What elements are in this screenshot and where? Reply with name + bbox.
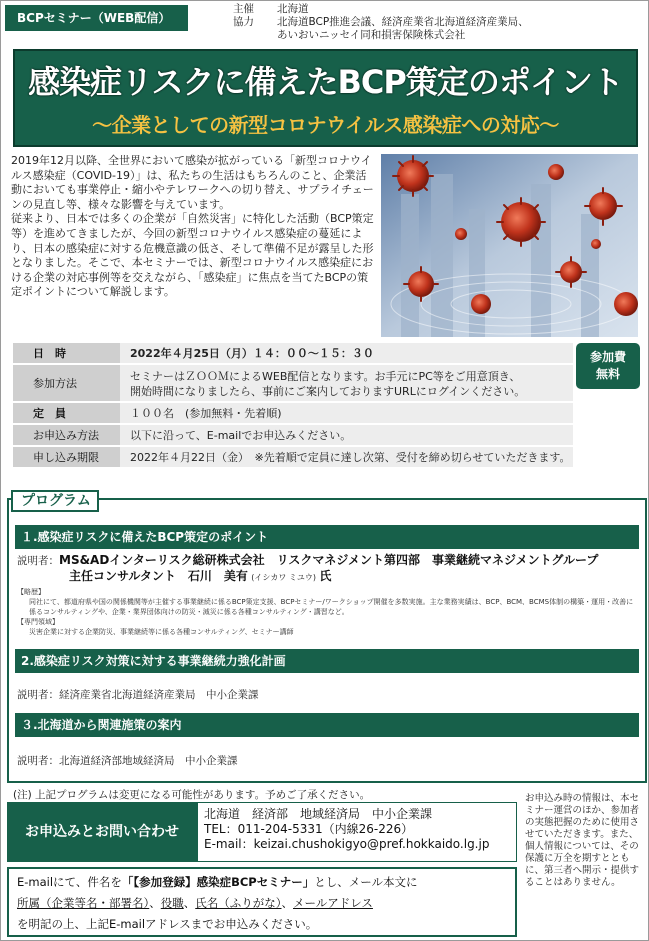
speaker-prefix: 説明者： [17, 555, 59, 567]
speaker-suffix: 氏 [319, 569, 332, 583]
info-row-datetime [13, 343, 573, 365]
info-label: 参加方法 [13, 365, 120, 403]
program-note: (注) 上記プログラムは変更になる可能性があります。予めご了承ください。 [13, 789, 371, 801]
profile-head-1: 【略歴】 [17, 588, 45, 596]
program-section-3-speaker: 説明者：北海道経済部地域経済局 中小企業課 [17, 755, 238, 767]
program-tab: プログラム [11, 490, 99, 512]
info-value: 2022年４月25日（月）１４：００～１５：３０ [120, 343, 573, 365]
contact-tel: TEL：011-204-5331（内線26-226） [204, 822, 414, 836]
contact-dept: 北海道 経済部 地域経済局 中小企業課 [204, 807, 433, 821]
organizer-block [233, 3, 643, 42]
title-banner [13, 49, 638, 147]
intro-paragraph-2: 従来より、日本では多くの企業が「自然災害」に特化した活動（BCP策定等）を進めてきましたが、今回の新型コロナウイルス感染症の蔓延により、日本の感染症に対する危機意識の低さ、そして準備不足が露呈した形となりました。そこで、本セミナーでは、新型コロナウイルス感染症における企業の対応事例等を交えながら、「感染症」に焦点を当てたBCPの策定ポイントについて解説します。 [11, 212, 374, 299]
speaker-kana: (イシカワ ミユウ) [251, 573, 317, 582]
profile-text-1: 同社にて、都道府県や国の関係機関等が主催する事業継続に係るBCP策定支援、BCPセミナー/ワークショップ開催を多数実施。主な業務実績は、BCP、BCM、BCMS体制の構築・運用・改善に係るコンサルティングや、企業・業界団体向けの防災・減災に係る各種コンサルティング・講習など。 [29, 598, 634, 616]
intro-text [11, 154, 377, 300]
contact-email[interactable]: E-mail：keizai.chushokigyo@pref.hokkaido.lg.jp [204, 837, 490, 851]
info-label: 申し込み期限 [13, 447, 120, 469]
profile-text-2: 災害企業に対する企業防災、事業継続等に係る各種コンサルティング、セミナー講師 [29, 628, 294, 636]
contact-label: お申込みとお問い合わせ [7, 802, 197, 862]
main-title: 感染症リスクに備えたBCP策定のポイント [28, 63, 623, 101]
free-badge [576, 343, 640, 389]
event-info-table [13, 343, 573, 469]
email-instructions: E-mailにて、件名を「【参加登録】感染症BCPセミナー」とし、メール本文に 所属（企業等名・部署名）、役職、氏名（ふりがな）、メールアドレス を明記の上、上記E-mailアドレスまでお申込みください。 [7, 867, 517, 937]
email-subject: 「【参加登録】感染症BCPセミナー」 [121, 875, 315, 889]
organizer-key: 主催 [233, 3, 254, 15]
program-section-1-heading: １.感染症リスクに備えたBCP策定のポイント [15, 525, 639, 549]
badge-line-1: 参加費 [589, 350, 626, 364]
email-line3: を明記の上、上記E-mailアドレスまでお申込みください。 [17, 917, 318, 931]
info-row-capacity [13, 403, 573, 425]
email-item-affiliation: 所属（企業等名・部署名） [17, 896, 150, 910]
info-label: 定 員 [13, 403, 120, 425]
speaker-org: MS&ADインターリスク総研株式会社 リスクマネジメント第四部 事業継続マネジメントグループ [59, 553, 599, 567]
intro-paragraph-1: 2019年12月以降、全世界において感染が拡がっている「新型コロナウイルス感染症（COVID-19）」は、私たちの生活はもちろんのこと、企業活動においても事業停止・縮小やテレワークへの切り替え、サプライチェーンの見直し等、様々な影響を与えています。 [11, 154, 374, 211]
sub-title: ～企業としての新型コロナウイルス感染症への対応～ [92, 113, 559, 137]
organizer-value: 北海道 [277, 3, 309, 15]
program-section-1-speaker [17, 553, 637, 585]
cooperation-line-2: あいおいニッセイ同和損害保険株式会社 [277, 29, 466, 41]
speaker-profile [17, 587, 637, 637]
info-value: 2022年４月22日（金） ※先着順で定員に達し次第、受付を締め切らせていただきます。 [120, 447, 573, 469]
privacy-notice: お申込み時の情報は、本セミナー運営のほか、参加者の実態把握のために使用させていただきます。また、個人情報については、その保護に万全を期すとともに、第三者へ開示・提供することはありません。 [525, 793, 640, 888]
speaker-title: 主任コンサルタント 石川 美有 [69, 569, 248, 583]
info-row-deadline [13, 447, 573, 469]
program-section-3-heading: ３.北海道から関連施策の案内 [15, 713, 639, 737]
cooperation-key: 協力 [233, 16, 254, 28]
email-item-name: 氏名（ふりがな） [195, 896, 282, 910]
contact-box [197, 802, 517, 862]
info-row-method [13, 365, 573, 403]
seminar-tag: BCPセミナー（WEB配信） [5, 5, 188, 31]
program-section-2-speaker: 説明者：経済産業省北海道経済産業局 中小企業課 [17, 689, 259, 701]
badge-line-2: 無料 [595, 367, 620, 381]
program-section-2-heading: 2.感染症リスク対策に対する事業継続力強化計画 [15, 649, 639, 673]
virus-image [381, 154, 638, 337]
email-line1-start: E-mailにて、件名を [17, 875, 122, 889]
cooperation-line-1: 北海道BCP推進会議、経済産業省北海道経済産業局、 [277, 16, 529, 28]
email-line1-end: とし、メール本文に [314, 875, 418, 889]
info-label: 日 時 [13, 343, 120, 365]
profile-head-2: 【専門領域】 [17, 618, 59, 626]
info-label: お申込み方法 [13, 425, 120, 447]
info-value: １００名 (参加無料・先着順) [120, 403, 573, 425]
info-value-line-2: 開始時間になりましたら、事前にご案内しておりますURLにログインください。 [130, 385, 526, 398]
email-item-address: メールアドレス [293, 896, 373, 910]
email-item-position: 役職 [160, 896, 184, 910]
info-value-line-1: セミナーはＺＯＯＭによるWEB配信となります。お手元にPC等をご用意頂き、 [130, 370, 521, 383]
info-value: 以下に沿って、E-mailでお申込みください。 [120, 425, 573, 447]
info-row-apply-method [13, 425, 573, 447]
